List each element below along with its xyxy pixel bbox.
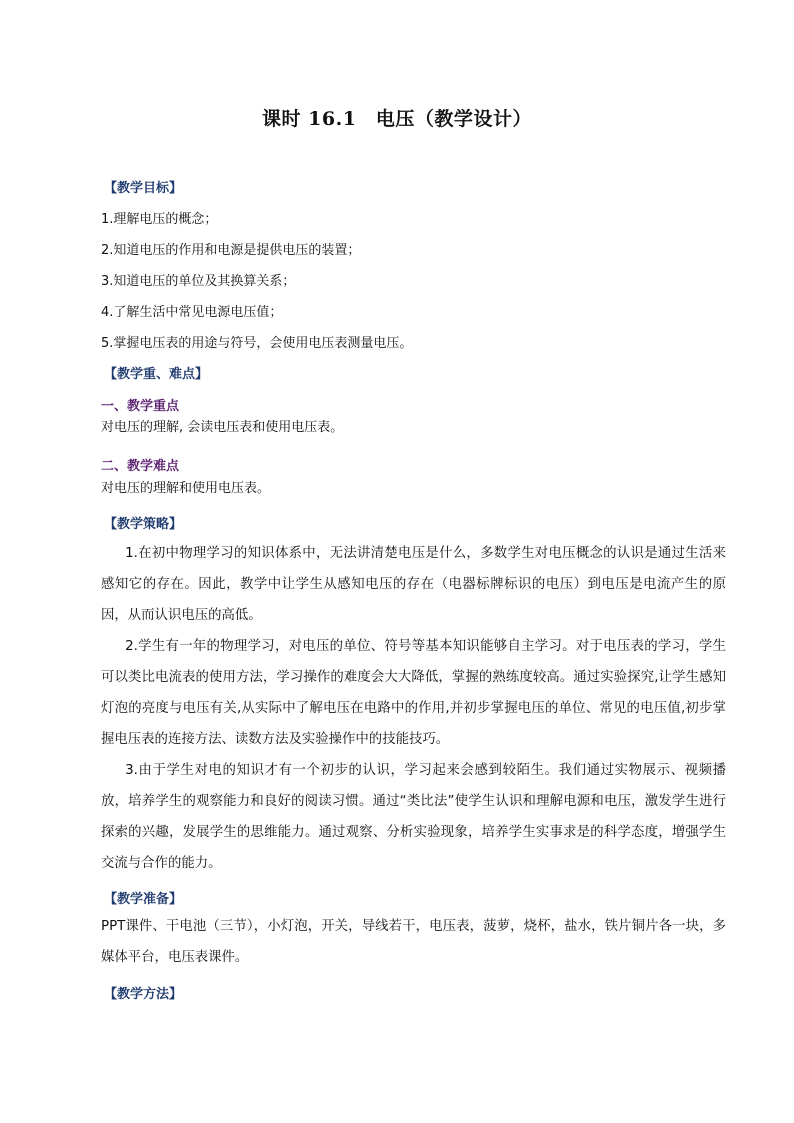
objective-item: 3.知道电压的单位及其换算关系； (101, 274, 296, 289)
focus-text: 对电压的理解, 会读电压表和使用电压表。 (101, 420, 344, 435)
objective-item: 1.理解电压的概念； (101, 212, 218, 227)
methods-heading: 【教学方法】 (104, 987, 183, 1002)
strategy-paragraph: 1.在初中物理学习的知识体系中，无法讲清楚电压是什么，多数学生对电压概念的认识是通过生活来感知它的存在。因此，教学中让学生从感知电压的存在（电器标牌标识的电压）到电压是电流产生的原因，从而认识电压的高低。 (101, 546, 726, 623)
document-title: 课时 16.1 电压（教学设计） (262, 108, 532, 130)
key-points-heading: 【教学重、难点】 (104, 367, 209, 382)
preparation-text: PPT课件、干电池（三节），小灯泡，开关，导线若干，电压表，菠萝，烧杯，盐水，铁片铜片各一块，多媒体平台，电压表课件。 (101, 919, 726, 965)
objectives-heading: 【教学目标】 (104, 181, 183, 196)
difficulty-text: 对电压的理解和使用电压表。 (101, 481, 271, 496)
preparation-heading: 【教学准备】 (104, 892, 183, 907)
strategy-paragraph: 3.由于学生对电的知识才有一个初步的认识，学习起来会感到较陌生。我们通过实物展示、视频播放，培养学生的观察能力和良好的阅读习惯。通过“类比法”使学生认识和理解电源和电压，激发学生进行探索的兴趣，发展学生的思维能力。通过观察、分析实验现象，培养学生实事求是的科学态度，增强学生交流与合作的能力。 (101, 763, 726, 871)
strategy-paragraph: 2.学生有一年的物理学习，对电压的单位、符号等基本知识能够自主学习。对于电压表的学习，学生可以类比电流表的使用方法，学习操作的难度会大大降低，掌握的熟练度较高。通过实验探究,让学生感知灯泡的亮度与电压有关,从实际中了解电压在电路中的作用,并初步掌握电压的单位、常见的电压值,初步掌握电压表的连接方法、读数方法及实验操作中的技能技巧。 (101, 639, 726, 747)
focus-heading: 一、教学重点 (101, 399, 180, 414)
objective-item: 2.知道电压的作用和电源是提供电压的装置； (101, 243, 361, 258)
objective-item: 5.掌握电压表的用途与符号，会使用电压表测量电压。 (101, 336, 413, 351)
strategy-heading: 【教学策略】 (104, 517, 183, 532)
difficulty-heading: 二、教学难点 (101, 459, 180, 474)
objective-item: 4.了解生活中常见电源电压值； (101, 305, 283, 320)
